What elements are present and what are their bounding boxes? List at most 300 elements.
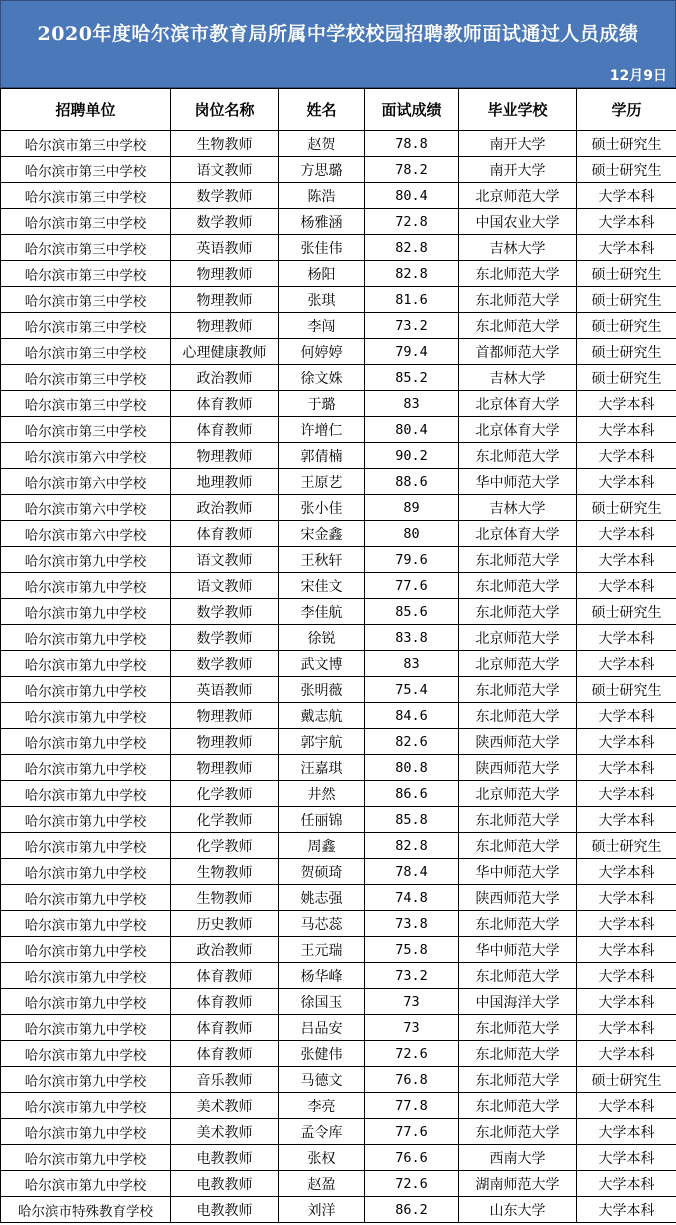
cell-score: 77.6 [365,1119,459,1145]
cell-degree: 硕士研究生 [577,287,676,313]
cell-score: 85.6 [365,599,459,625]
cell-name: 宋佳文 [279,573,365,599]
table-row [1,209,676,235]
cell-score: 76.6 [365,1145,459,1171]
cell-degree: 大学本科 [577,391,676,417]
table-row [1,1015,676,1041]
cell-score: 80 [365,521,459,547]
cell-unit: 哈尔滨市第三中学校 [1,131,171,157]
table-row [1,183,676,209]
cell-name: 郭倩楠 [279,443,365,469]
cell-school: 东北师范大学 [459,1015,577,1041]
cell-degree: 大学本科 [577,547,676,573]
cell-position: 美术教师 [171,1119,279,1145]
cell-unit: 哈尔滨市第九中学校 [1,625,171,651]
cell-unit: 哈尔滨市第九中学校 [1,755,171,781]
cell-score: 73 [365,989,459,1015]
cell-degree: 大学本科 [577,911,676,937]
cell-name: 周鑫 [279,833,365,859]
cell-position: 生物教师 [171,131,279,157]
cell-position: 电教教师 [171,1197,279,1223]
cell-position: 心理健康教师 [171,339,279,365]
table-row [1,131,676,157]
cell-name: 张小佳 [279,495,365,521]
cell-name: 徐国玉 [279,989,365,1015]
cell-unit: 哈尔滨市第三中学校 [1,287,171,313]
cell-school: 东北师范大学 [459,573,577,599]
cell-score: 78.8 [365,131,459,157]
cell-unit: 哈尔滨市第九中学校 [1,937,171,963]
cell-school: 中国农业大学 [459,209,577,235]
table-row [1,625,676,651]
cell-school: 东北师范大学 [459,833,577,859]
cell-school: 陕西师范大学 [459,755,577,781]
cell-unit: 哈尔滨市第九中学校 [1,1171,171,1197]
cell-name: 马德文 [279,1067,365,1093]
cell-school: 北京师范大学 [459,781,577,807]
cell-degree: 大学本科 [577,1015,676,1041]
cell-unit: 哈尔滨市第三中学校 [1,391,171,417]
cell-unit: 哈尔滨市第三中学校 [1,157,171,183]
cell-unit: 哈尔滨市第六中学校 [1,443,171,469]
cell-school: 北京师范大学 [459,183,577,209]
table-row [1,1041,676,1067]
table-row [1,963,676,989]
cell-degree: 大学本科 [577,755,676,781]
cell-school: 西南大学 [459,1145,577,1171]
cell-degree: 硕士研究生 [577,495,676,521]
cell-degree: 大学本科 [577,807,676,833]
cell-unit: 哈尔滨市特殊教育学校 [1,1197,171,1223]
cell-position: 电教教师 [171,1145,279,1171]
cell-name: 于璐 [279,391,365,417]
cell-degree: 大学本科 [577,1197,676,1223]
cell-school: 陕西师范大学 [459,885,577,911]
cell-position: 数学教师 [171,625,279,651]
cell-name: 赵贺 [279,131,365,157]
cell-school: 陕西师范大学 [459,729,577,755]
cell-unit: 哈尔滨市第九中学校 [1,1145,171,1171]
cell-position: 物理教师 [171,729,279,755]
cell-school: 东北师范大学 [459,443,577,469]
cell-position: 语文教师 [171,157,279,183]
cell-score: 88.6 [365,469,459,495]
cell-position: 生物教师 [171,885,279,911]
cell-position: 物理教师 [171,703,279,729]
cell-unit: 哈尔滨市第九中学校 [1,677,171,703]
cell-school: 东北师范大学 [459,911,577,937]
table-row [1,1067,676,1093]
cell-unit: 哈尔滨市第九中学校 [1,963,171,989]
cell-school: 东北师范大学 [459,1093,577,1119]
cell-position: 物理教师 [171,313,279,339]
cell-degree: 大学本科 [577,1171,676,1197]
cell-score: 78.2 [365,157,459,183]
table-row [1,807,676,833]
cell-school: 东北师范大学 [459,1041,577,1067]
table-row [1,989,676,1015]
cell-degree: 大学本科 [577,1145,676,1171]
cell-name: 贺硕琦 [279,859,365,885]
cell-degree: 大学本科 [577,651,676,677]
column-header-name: 姓名 [279,89,365,131]
cell-name: 王原艺 [279,469,365,495]
cell-position: 语文教师 [171,573,279,599]
cell-name: 马芯蕊 [279,911,365,937]
cell-degree: 大学本科 [577,729,676,755]
cell-score: 72.8 [365,209,459,235]
cell-unit: 哈尔滨市第九中学校 [1,1041,171,1067]
cell-school: 东北师范大学 [459,807,577,833]
cell-score: 83 [365,391,459,417]
table-row [1,1145,676,1171]
cell-position: 体育教师 [171,417,279,443]
cell-school: 湖南师范大学 [459,1171,577,1197]
results-table [0,88,676,1223]
cell-unit: 哈尔滨市第九中学校 [1,1015,171,1041]
cell-school: 山东大学 [459,1197,577,1223]
cell-unit: 哈尔滨市第三中学校 [1,183,171,209]
cell-unit: 哈尔滨市第六中学校 [1,469,171,495]
cell-score: 73.8 [365,911,459,937]
cell-score: 82.8 [365,235,459,261]
cell-position: 体育教师 [171,1041,279,1067]
cell-position: 物理教师 [171,443,279,469]
cell-score: 73.2 [365,313,459,339]
cell-name: 何婷婷 [279,339,365,365]
cell-score: 75.8 [365,937,459,963]
cell-score: 82.8 [365,833,459,859]
cell-score: 75.4 [365,677,459,703]
cell-school: 北京师范大学 [459,625,577,651]
cell-unit: 哈尔滨市第九中学校 [1,911,171,937]
cell-name: 杨华峰 [279,963,365,989]
cell-score: 84.6 [365,703,459,729]
cell-unit: 哈尔滨市第三中学校 [1,313,171,339]
cell-unit: 哈尔滨市第九中学校 [1,1067,171,1093]
cell-degree: 大学本科 [577,417,676,443]
cell-position: 体育教师 [171,521,279,547]
cell-unit: 哈尔滨市第九中学校 [1,885,171,911]
table-row [1,443,676,469]
cell-position: 数学教师 [171,599,279,625]
cell-name: 徐锐 [279,625,365,651]
cell-position: 生物教师 [171,859,279,885]
cell-position: 英语教师 [171,235,279,261]
cell-degree: 硕士研究生 [577,365,676,391]
cell-score: 73.2 [365,963,459,989]
cell-unit: 哈尔滨市第九中学校 [1,729,171,755]
cell-unit: 哈尔滨市第九中学校 [1,833,171,859]
cell-score: 77.6 [365,573,459,599]
cell-position: 政治教师 [171,365,279,391]
cell-unit: 哈尔滨市第三中学校 [1,209,171,235]
report-date: 12月9日 [609,68,667,84]
cell-name: 李亮 [279,1093,365,1119]
cell-name: 姚志强 [279,885,365,911]
cell-name: 张权 [279,1145,365,1171]
cell-school: 吉林大学 [459,235,577,261]
cell-score: 77.8 [365,1093,459,1119]
cell-degree: 硕士研究生 [577,1067,676,1093]
table-row [1,1171,676,1197]
cell-unit: 哈尔滨市第三中学校 [1,235,171,261]
cell-degree: 硕士研究生 [577,833,676,859]
table-row [1,235,676,261]
table-row [1,547,676,573]
table-row [1,729,676,755]
cell-name: 张佳伟 [279,235,365,261]
table-row [1,859,676,885]
cell-degree: 硕士研究生 [577,677,676,703]
cell-unit: 哈尔滨市第九中学校 [1,573,171,599]
cell-score: 83.8 [365,625,459,651]
cell-name: 刘洋 [279,1197,365,1223]
cell-score: 78.4 [365,859,459,885]
cell-score: 90.2 [365,443,459,469]
table-row [1,313,676,339]
cell-degree: 硕士研究生 [577,599,676,625]
cell-school: 北京体育大学 [459,417,577,443]
table-header-row [1,89,676,131]
cell-score: 80.4 [365,417,459,443]
table-row [1,391,676,417]
cell-unit: 哈尔滨市第九中学校 [1,781,171,807]
cell-position: 体育教师 [171,989,279,1015]
column-header-position: 岗位名称 [171,89,279,131]
cell-name: 王秋轩 [279,547,365,573]
cell-score: 72.6 [365,1171,459,1197]
table-row [1,521,676,547]
cell-name: 汪嘉琪 [279,755,365,781]
table-row [1,1197,676,1223]
cell-degree: 大学本科 [577,703,676,729]
table-row [1,755,676,781]
cell-score: 74.8 [365,885,459,911]
cell-score: 89 [365,495,459,521]
column-header-degree: 学历 [577,89,676,131]
cell-degree: 大学本科 [577,989,676,1015]
table-row [1,157,676,183]
cell-position: 数学教师 [171,651,279,677]
cell-degree: 大学本科 [577,521,676,547]
cell-position: 物理教师 [171,287,279,313]
cell-name: 方思璐 [279,157,365,183]
cell-school: 北京师范大学 [459,651,577,677]
cell-name: 任丽锦 [279,807,365,833]
table-row [1,1119,676,1145]
cell-school: 东北师范大学 [459,599,577,625]
cell-score: 85.2 [365,365,459,391]
cell-name: 杨雅涵 [279,209,365,235]
cell-school: 东北师范大学 [459,703,577,729]
cell-name: 陈浩 [279,183,365,209]
cell-name: 武文博 [279,651,365,677]
cell-position: 体育教师 [171,391,279,417]
cell-unit: 哈尔滨市第九中学校 [1,1093,171,1119]
cell-school: 东北师范大学 [459,261,577,287]
cell-school: 中国海洋大学 [459,989,577,1015]
cell-school: 北京体育大学 [459,391,577,417]
table-row [1,651,676,677]
cell-name: 李闯 [279,313,365,339]
cell-position: 政治教师 [171,495,279,521]
cell-position: 体育教师 [171,1015,279,1041]
cell-degree: 硕士研究生 [577,157,676,183]
cell-score: 82.6 [365,729,459,755]
cell-name: 王元瑞 [279,937,365,963]
table-row [1,287,676,313]
cell-position: 历史教师 [171,911,279,937]
table-row [1,781,676,807]
cell-position: 英语教师 [171,677,279,703]
cell-name: 李佳航 [279,599,365,625]
cell-unit: 哈尔滨市第六中学校 [1,495,171,521]
cell-name: 井然 [279,781,365,807]
cell-school: 华中师范大学 [459,859,577,885]
cell-position: 电教教师 [171,1171,279,1197]
cell-score: 80.8 [365,755,459,781]
table-row [1,885,676,911]
table-row [1,261,676,287]
cell-unit: 哈尔滨市第九中学校 [1,703,171,729]
report-title: 2020年度哈尔滨市教育局所属中学校校园招聘教师面试通过人员成绩 [37,23,639,45]
cell-unit: 哈尔滨市第九中学校 [1,859,171,885]
cell-school: 华中师范大学 [459,469,577,495]
cell-school: 吉林大学 [459,495,577,521]
cell-degree: 大学本科 [577,235,676,261]
cell-degree: 大学本科 [577,885,676,911]
cell-degree: 大学本科 [577,1093,676,1119]
cell-position: 化学教师 [171,807,279,833]
cell-name: 吕品安 [279,1015,365,1041]
column-header-score: 面试成绩 [365,89,459,131]
cell-degree: 大学本科 [577,937,676,963]
cell-score: 73 [365,1015,459,1041]
table-body [1,131,676,1223]
cell-position: 体育教师 [171,963,279,989]
cell-unit: 哈尔滨市第三中学校 [1,339,171,365]
table-row [1,703,676,729]
cell-degree: 大学本科 [577,781,676,807]
cell-unit: 哈尔滨市第三中学校 [1,417,171,443]
cell-school: 吉林大学 [459,365,577,391]
cell-name: 赵盈 [279,1171,365,1197]
cell-school: 南开大学 [459,131,577,157]
cell-position: 音乐教师 [171,1067,279,1093]
cell-name: 郭宇航 [279,729,365,755]
cell-degree: 大学本科 [577,963,676,989]
column-header-school: 毕业学校 [459,89,577,131]
table-row [1,1093,676,1119]
cell-school: 北京体育大学 [459,521,577,547]
cell-name: 杨阳 [279,261,365,287]
cell-unit: 哈尔滨市第三中学校 [1,365,171,391]
column-header-unit: 招聘单位 [1,89,171,131]
table-row [1,599,676,625]
table-row [1,365,676,391]
cell-score: 82.8 [365,261,459,287]
cell-unit: 哈尔滨市第九中学校 [1,651,171,677]
cell-name: 张明薇 [279,677,365,703]
cell-score: 79.4 [365,339,459,365]
cell-score: 85.8 [365,807,459,833]
cell-name: 徐文姝 [279,365,365,391]
cell-school: 首都师范大学 [459,339,577,365]
cell-score: 86.2 [365,1197,459,1223]
table-row [1,339,676,365]
table-row [1,677,676,703]
cell-unit: 哈尔滨市第六中学校 [1,521,171,547]
cell-degree: 硕士研究生 [577,131,676,157]
cell-degree: 大学本科 [577,469,676,495]
cell-degree: 大学本科 [577,625,676,651]
cell-unit: 哈尔滨市第九中学校 [1,1119,171,1145]
cell-unit: 哈尔滨市第三中学校 [1,261,171,287]
cell-name: 宋金鑫 [279,521,365,547]
cell-name: 张健伟 [279,1041,365,1067]
cell-position: 化学教师 [171,833,279,859]
cell-degree: 大学本科 [577,1119,676,1145]
cell-school: 东北师范大学 [459,287,577,313]
table-row [1,937,676,963]
cell-position: 物理教师 [171,755,279,781]
cell-score: 81.6 [365,287,459,313]
cell-position: 地理教师 [171,469,279,495]
cell-degree: 硕士研究生 [577,261,676,287]
cell-name: 戴志航 [279,703,365,729]
cell-school: 东北师范大学 [459,313,577,339]
cell-school: 东北师范大学 [459,1067,577,1093]
cell-degree: 大学本科 [577,859,676,885]
table-row [1,417,676,443]
cell-unit: 哈尔滨市第九中学校 [1,599,171,625]
cell-name: 张琪 [279,287,365,313]
cell-position: 数学教师 [171,209,279,235]
cell-degree: 大学本科 [577,573,676,599]
cell-position: 美术教师 [171,1093,279,1119]
table-row [1,469,676,495]
cell-school: 东北师范大学 [459,1119,577,1145]
cell-score: 76.8 [365,1067,459,1093]
cell-score: 83 [365,651,459,677]
cell-position: 化学教师 [171,781,279,807]
cell-position: 政治教师 [171,937,279,963]
cell-position: 语文教师 [171,547,279,573]
cell-school: 华中师范大学 [459,937,577,963]
cell-school: 东北师范大学 [459,677,577,703]
cell-unit: 哈尔滨市第九中学校 [1,807,171,833]
cell-position: 数学教师 [171,183,279,209]
table-row [1,833,676,859]
report-header [0,0,676,88]
cell-score: 79.6 [365,547,459,573]
cell-degree: 大学本科 [577,1041,676,1067]
table-row [1,573,676,599]
cell-unit: 哈尔滨市第九中学校 [1,989,171,1015]
cell-school: 东北师范大学 [459,547,577,573]
table-row [1,495,676,521]
table-row [1,911,676,937]
cell-degree: 大学本科 [577,443,676,469]
cell-score: 72.6 [365,1041,459,1067]
cell-degree: 硕士研究生 [577,313,676,339]
cell-score: 86.6 [365,781,459,807]
cell-position: 物理教师 [171,261,279,287]
cell-degree: 硕士研究生 [577,339,676,365]
cell-degree: 大学本科 [577,209,676,235]
cell-name: 孟令库 [279,1119,365,1145]
